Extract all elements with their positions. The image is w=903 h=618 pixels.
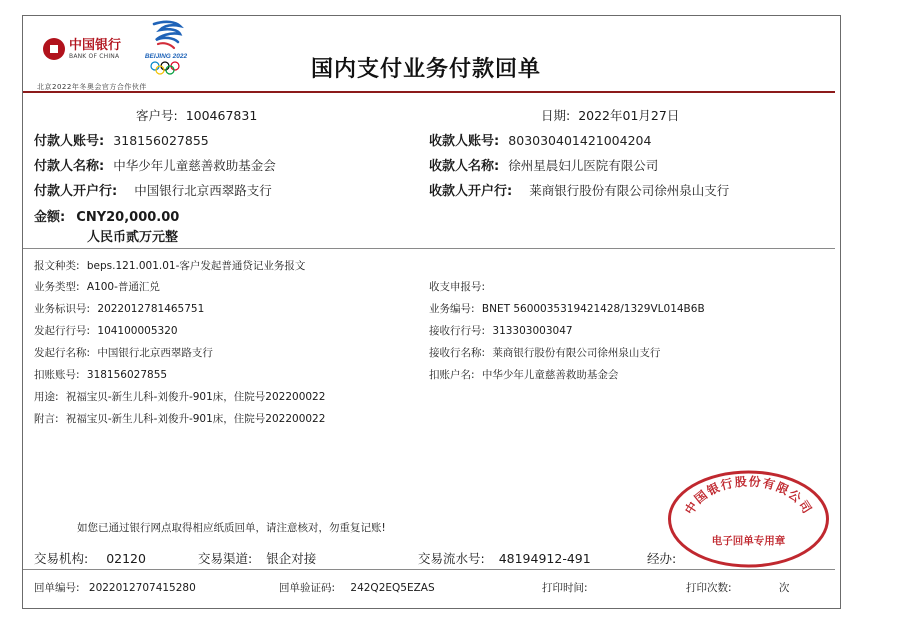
amount-in-words: 人民币贰万元整 bbox=[87, 230, 179, 245]
recv-bank-name-field bbox=[429, 345, 660, 360]
debit-account-field bbox=[34, 367, 167, 382]
receipt-declare-field bbox=[429, 279, 489, 294]
customer-no-value: 100467831 bbox=[185, 108, 258, 123]
trans-channel-value: 银企对接 bbox=[266, 551, 317, 566]
verify-code-label: 回单验证码: bbox=[279, 582, 336, 594]
receipt-no-value: 2022012707415280 bbox=[88, 582, 196, 594]
olympic-partner-line: 北京2022年冬奥会官方合作伙伴 bbox=[37, 83, 147, 91]
payee-bank-label: 收款人开户行: bbox=[429, 184, 513, 199]
print-count-field bbox=[686, 580, 789, 595]
origin-bank-name-field bbox=[34, 345, 213, 360]
beijing-2022-emblem-icon bbox=[140, 18, 192, 76]
biz-id-value: 2022012781465751 bbox=[97, 303, 205, 315]
receipt-no-label: 回单编号: bbox=[34, 582, 80, 594]
bank-name-en: BANK OF CHINA bbox=[69, 52, 120, 60]
stamp-arc-text: 中国银行股份有限公司 bbox=[682, 474, 815, 517]
remark-field bbox=[34, 411, 325, 426]
payer-bank-field bbox=[34, 180, 272, 199]
recv-bank-no-field bbox=[429, 323, 573, 338]
trans-org-field bbox=[34, 549, 146, 567]
payer-bank-label: 付款人开户行: bbox=[34, 184, 118, 199]
verify-code-field bbox=[279, 580, 435, 595]
origin-bank-name-value: 中国银行北京西翠路支行 bbox=[97, 347, 213, 359]
trans-channel-field bbox=[198, 549, 316, 567]
date-label: 日期: bbox=[541, 108, 571, 123]
verify-code-value: 242Q2EQ5EZAS bbox=[350, 582, 435, 594]
biz-type-field bbox=[34, 279, 160, 294]
bank-name-cn: 中国银行 bbox=[69, 37, 122, 53]
biz-no-label: 业务编号: bbox=[429, 303, 475, 315]
debit-name-label: 扣账户名: bbox=[429, 369, 475, 381]
header-rule bbox=[23, 91, 835, 93]
payer-bank-value: 中国银行北京西翠路支行 bbox=[134, 183, 272, 198]
biz-id-label: 业务标识号: bbox=[34, 303, 91, 315]
receipt-no-field bbox=[34, 580, 196, 595]
remark-label: 附言: bbox=[34, 413, 59, 425]
print-count-unit: 次 bbox=[778, 582, 790, 594]
recv-bank-no-value: 313303003047 bbox=[492, 325, 573, 337]
date-value: 2022年01月27日 bbox=[578, 108, 680, 123]
print-count-label: 打印次数: bbox=[686, 582, 732, 594]
payer-account-value: 318156027855 bbox=[113, 133, 209, 148]
debit-name-value: 中华少年儿童慈善救助基金会 bbox=[481, 369, 619, 381]
payer-account-label: 付款人账号: bbox=[34, 134, 105, 149]
remark-value: 祝福宝贝-新生儿科-刘俊升-901床，住院号202200022 bbox=[65, 413, 326, 425]
purpose-label: 用途: bbox=[34, 391, 59, 403]
payee-bank-value: 莱商银行股份有限公司徐州泉山支行 bbox=[529, 183, 730, 198]
payee-name-value: 徐州星晨妇儿医院有限公司 bbox=[508, 158, 659, 173]
trans-handler-label: 经办: bbox=[647, 551, 677, 566]
biz-no-value: BNET 5600035319421428/1329VL014B6B bbox=[481, 303, 705, 315]
payer-name-field bbox=[34, 155, 276, 174]
amount-value: CNY20,000.00 bbox=[76, 210, 180, 225]
biz-no-field bbox=[429, 301, 705, 316]
amount-field bbox=[34, 206, 179, 225]
emblem-text: BEIJING 2022 bbox=[144, 53, 188, 60]
trans-channel-label: 交易渠道: bbox=[198, 551, 253, 566]
trans-serial-label: 交易流水号: bbox=[418, 551, 485, 566]
page-title: 国内支付业务付款回单 bbox=[311, 56, 542, 82]
debit-name-field bbox=[429, 367, 618, 382]
debit-account-value: 318156027855 bbox=[86, 369, 168, 381]
amount-label: 金额: bbox=[34, 210, 66, 225]
trans-handler-field bbox=[647, 549, 676, 567]
payer-name-label: 付款人名称: bbox=[34, 159, 105, 174]
debit-account-label: 扣账账号: bbox=[34, 369, 80, 381]
notice-text: 如您已通过银行网点取得相应纸质回单，请注意核对，勿重复记账! bbox=[77, 522, 386, 534]
biz-type-value: A100-普通汇兑 bbox=[86, 281, 160, 293]
trans-org-value: 02120 bbox=[106, 551, 146, 566]
recv-bank-no-label: 接收行行号: bbox=[429, 325, 486, 337]
bank-of-china-mark-icon bbox=[43, 38, 65, 60]
customer-no-field bbox=[136, 106, 257, 124]
payee-account-field bbox=[429, 130, 651, 149]
bank-of-china-logo bbox=[43, 38, 121, 60]
print-time-field bbox=[542, 580, 588, 595]
trans-serial-value: 48194912-491 bbox=[498, 551, 591, 566]
receipt-declare-label: 收支申报号: bbox=[429, 281, 486, 293]
recv-bank-name-label: 接收行名称: bbox=[429, 347, 486, 359]
origin-bank-no-field bbox=[34, 323, 178, 338]
recv-bank-name-value: 莱商银行股份有限公司徐州泉山支行 bbox=[492, 347, 661, 359]
purpose-value: 祝福宝贝-新生儿科-刘俊升-901床，住院号202200022 bbox=[65, 391, 326, 403]
customer-no-label: 客户号: bbox=[136, 108, 178, 123]
origin-bank-name-label: 发起行名称: bbox=[34, 347, 91, 359]
date-field bbox=[541, 106, 679, 124]
msg-type-value: beps.121.001.01-客户发起普通贷记业务报文 bbox=[86, 260, 306, 272]
payee-account-label: 收款人账号: bbox=[429, 134, 500, 149]
origin-bank-no-label: 发起行行号: bbox=[34, 325, 91, 337]
payer-account-field bbox=[34, 130, 209, 149]
payee-name-label: 收款人名称: bbox=[429, 159, 500, 174]
bank-seal-stamp bbox=[666, 468, 831, 570]
msg-type-label: 报文种类: bbox=[34, 260, 80, 272]
biz-id-field bbox=[34, 301, 204, 316]
payer-name-value: 中华少年儿童慈善救助基金会 bbox=[113, 158, 276, 173]
print-time-label: 打印时间: bbox=[542, 582, 588, 594]
payee-name-field bbox=[429, 155, 658, 174]
stamp-bottom-text: 电子回单专用章 bbox=[711, 535, 786, 547]
footer-rule bbox=[23, 569, 835, 570]
section-rule bbox=[23, 248, 835, 249]
biz-type-label: 业务类型: bbox=[34, 281, 80, 293]
origin-bank-no-value: 104100005320 bbox=[97, 325, 178, 337]
payment-receipt bbox=[22, 15, 841, 609]
trans-org-label: 交易机构: bbox=[34, 551, 89, 566]
trans-serial-field bbox=[418, 549, 591, 567]
payee-bank-field bbox=[429, 180, 729, 199]
payee-account-value: 803030401421004204 bbox=[508, 133, 652, 148]
purpose-field bbox=[34, 389, 325, 404]
msg-type-field bbox=[34, 258, 305, 273]
